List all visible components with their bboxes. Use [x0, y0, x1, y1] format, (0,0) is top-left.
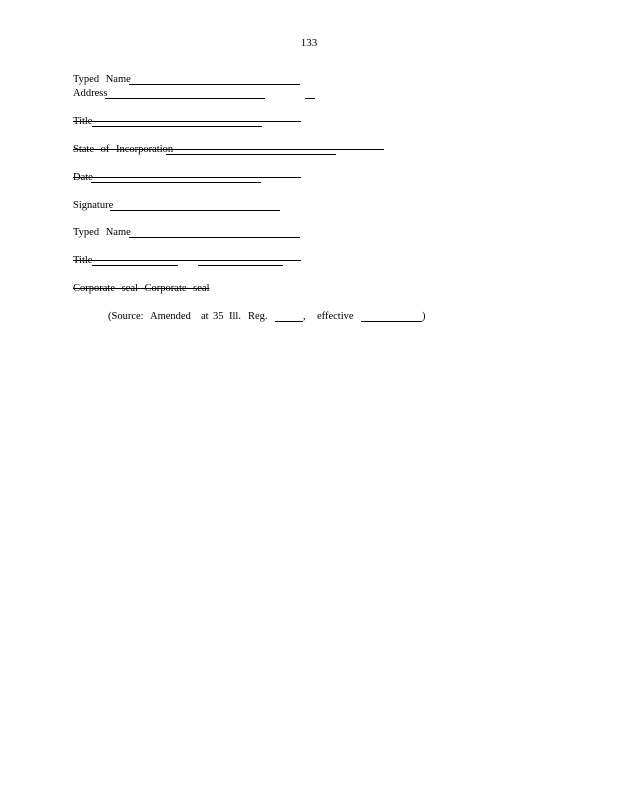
source-volume: 35 — [213, 311, 224, 322]
source-reg: Reg. — [248, 311, 268, 322]
state-blank-upper — [166, 143, 384, 150]
address-blank-short — [305, 87, 315, 99]
source-effective-blank — [361, 310, 422, 322]
source-at: at — [201, 311, 209, 322]
title-label-1: Title — [73, 116, 93, 127]
source-journal: Ill. — [229, 311, 241, 322]
address-label: Address — [73, 88, 108, 99]
source-register-blank — [275, 310, 303, 322]
source-open: (Source: — [108, 311, 144, 322]
source-close: ) — [422, 311, 426, 322]
source-effective: effective — [317, 311, 354, 322]
typed-name-blank-1 — [129, 73, 300, 85]
typed-name-label-2: Typed Name — [73, 227, 131, 238]
state-of-incorporation-label: State of Incorporation — [73, 144, 174, 155]
source-amended: Amended — [150, 311, 191, 322]
signature-blank — [110, 199, 280, 211]
signature-label: Signature — [73, 200, 114, 211]
address-blank — [105, 87, 265, 99]
page-number: 133 — [300, 37, 318, 49]
title-blank-2-upper — [92, 254, 301, 261]
corporate-seal-label: Corporate seal Corporate seal — [73, 283, 210, 294]
source-comma: , — [303, 311, 306, 322]
date-label: Date — [73, 172, 93, 183]
typed-name-blank-2 — [129, 226, 300, 238]
typed-name-label-1: Typed Name — [73, 74, 131, 85]
title-blank-1-upper — [92, 115, 301, 122]
date-blank-upper — [91, 171, 301, 178]
title-label-2: Title — [73, 255, 93, 266]
